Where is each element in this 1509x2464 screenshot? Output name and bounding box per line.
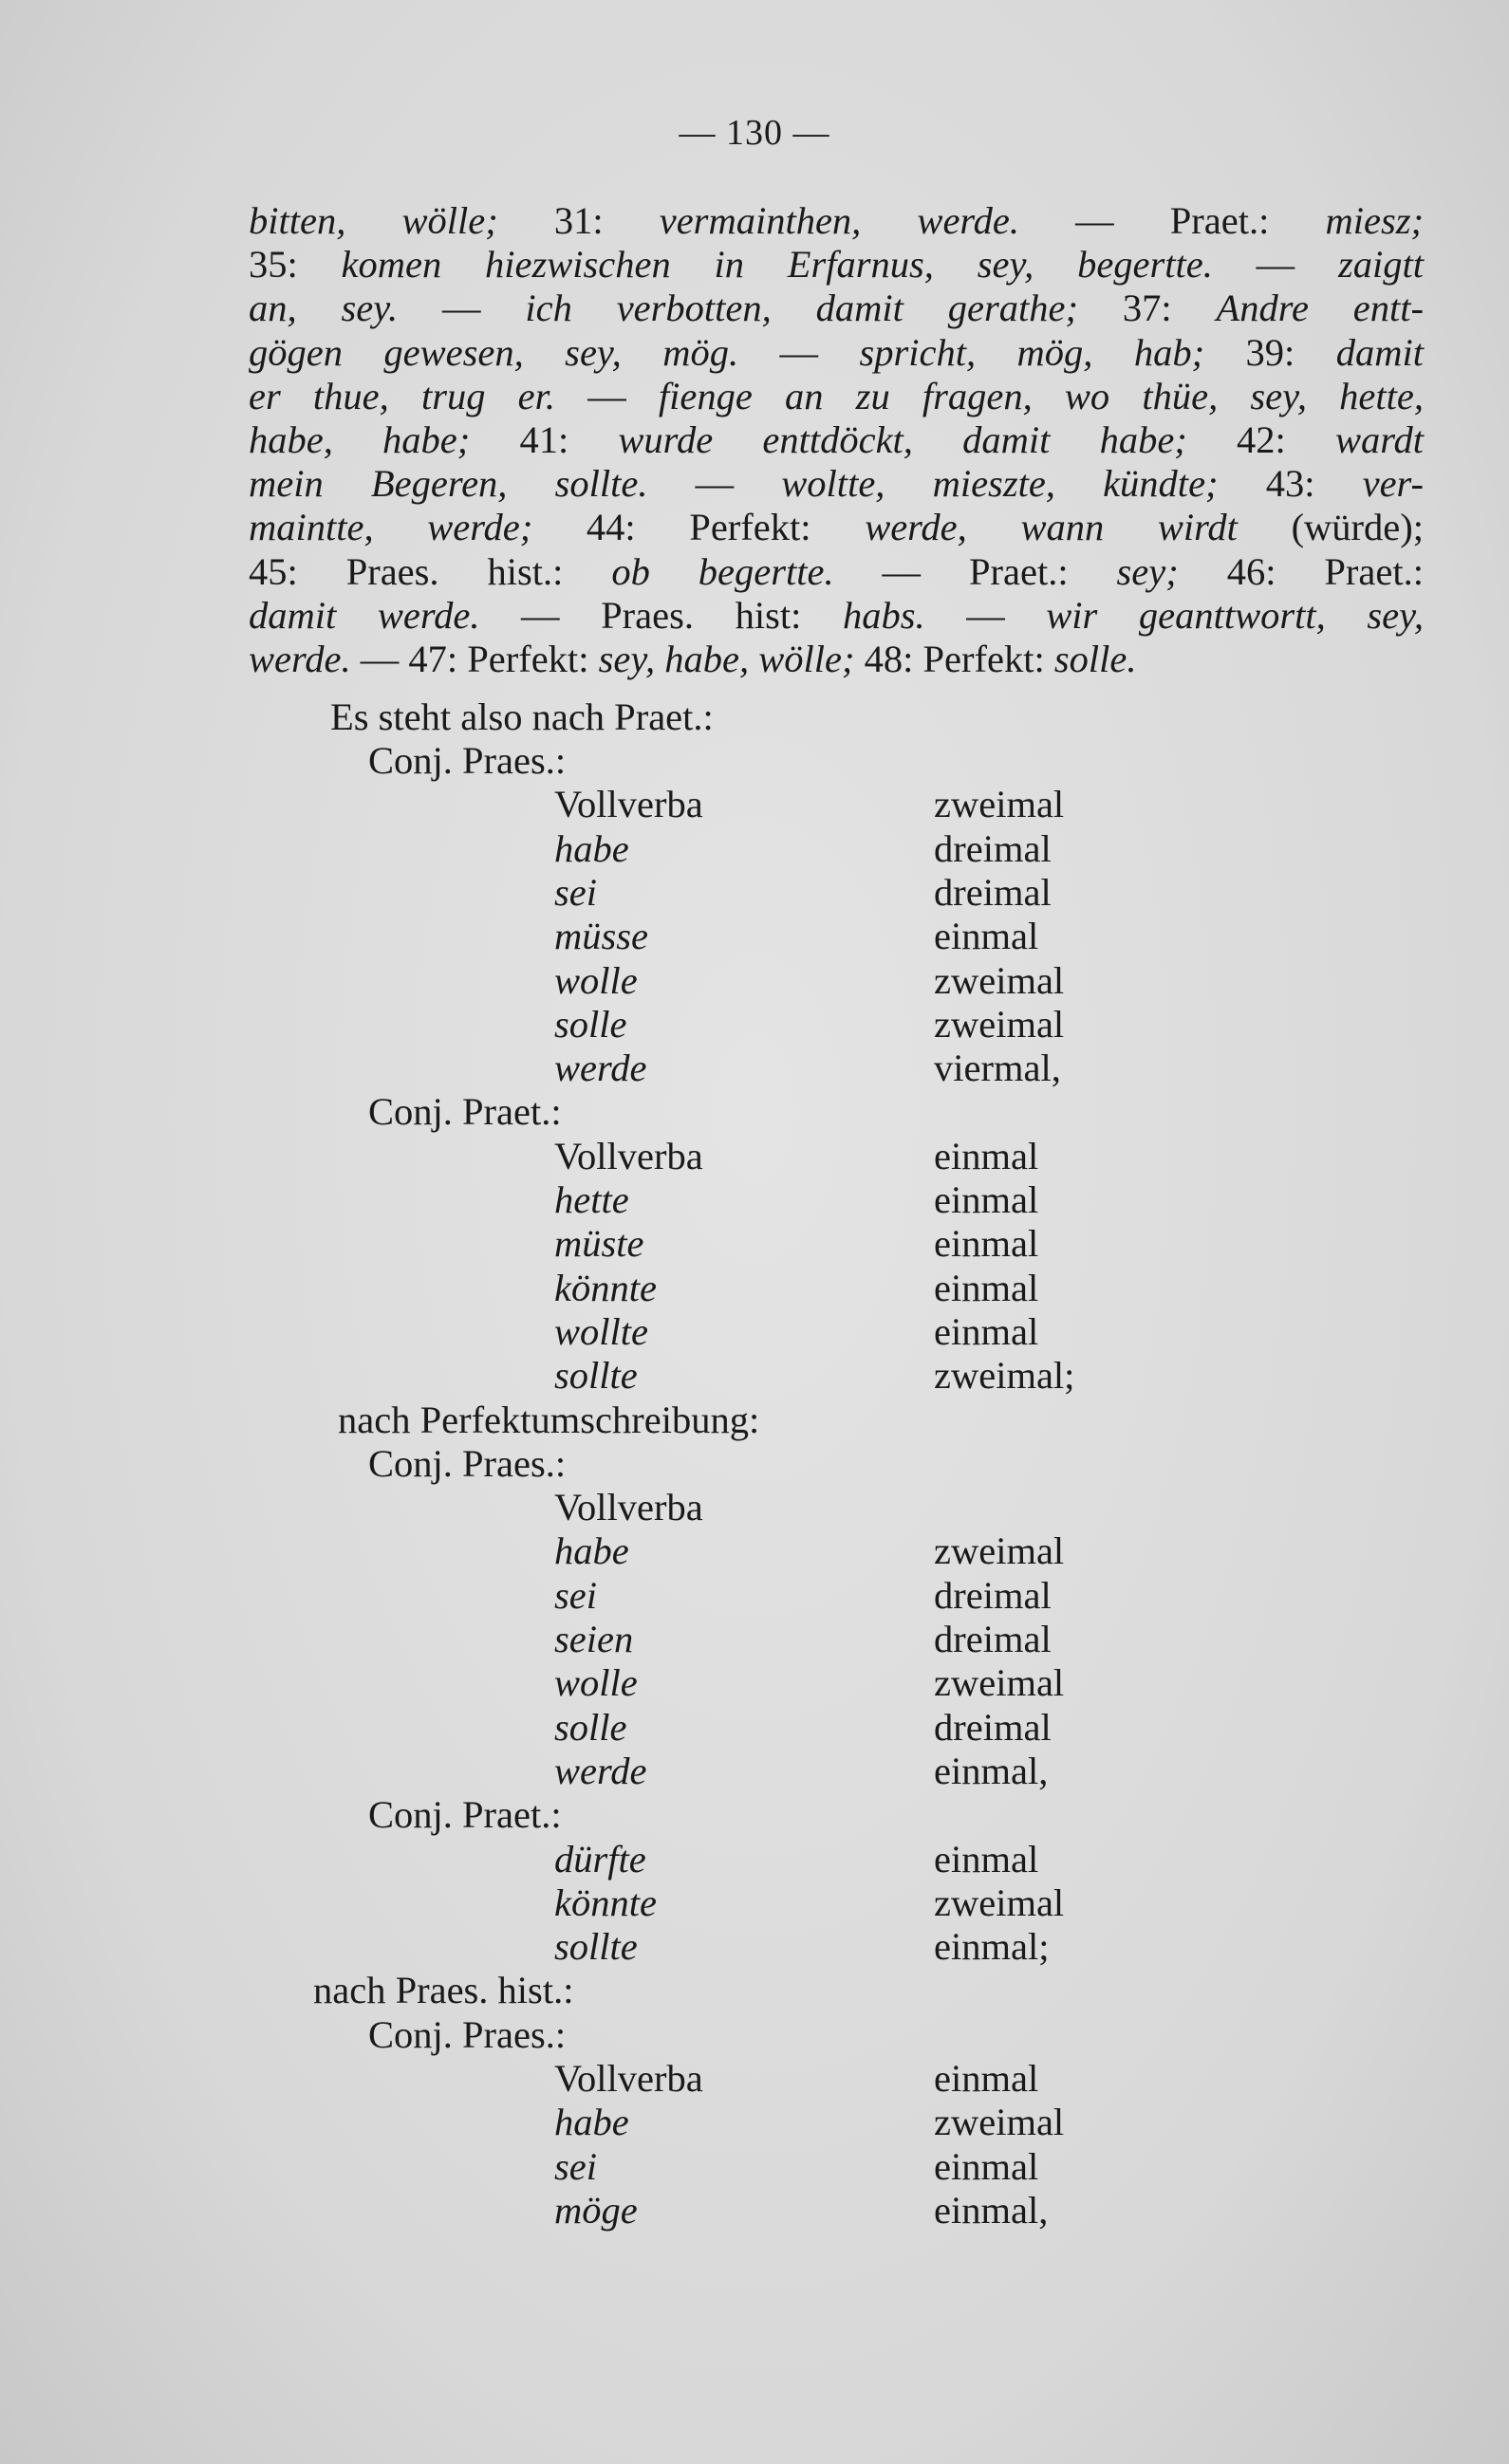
- verb-form: könnte: [554, 1266, 657, 1309]
- verb-form: sollte: [554, 1354, 638, 1398]
- verb-form: werde: [554, 1047, 647, 1090]
- count-value: einmal,: [934, 2188, 1049, 2232]
- count-value: viermal,: [934, 1047, 1061, 1090]
- conj-label: Conj. Praet.:: [368, 1793, 562, 1837]
- count-value: einmal;: [934, 1925, 1050, 1969]
- section-heading: nach Praes. hist.:: [313, 1969, 574, 2012]
- count-value: dreimal: [934, 870, 1052, 914]
- verb-form: wolle: [554, 958, 638, 1002]
- summary-heading: Es steht also nach Praet.:: [330, 695, 714, 738]
- verb-form: solle: [554, 1705, 627, 1749]
- paragraph-line: an, sey. — ich verbotten, damit gerathe; 37: Andre entt-: [249, 287, 1425, 330]
- verb-form: habe: [554, 1529, 629, 1573]
- paragraph-line: bitten, wölle; 31: vermainthen, werde. — Praet.: miesz;: [249, 199, 1424, 242]
- verb-form: könnte: [554, 1880, 657, 1924]
- count-value: zweimal;: [934, 1354, 1075, 1398]
- verb-form: Vollverba: [554, 783, 703, 826]
- paragraph-line: werde. — 47: Perfekt: sey, habe, wölle; 48: Perfekt: solle.: [249, 638, 1137, 681]
- paragraph-line: habe, habe; 41: wurde enttdöckt, damit habe; 42: wardt: [249, 418, 1424, 462]
- paragraph-line: 35: komen hiezwischen in Erfarnus, sey, begertte. — zaigtt: [249, 243, 1424, 287]
- count-value: zweimal: [934, 958, 1065, 1002]
- count-value: dreimal: [934, 1618, 1052, 1660]
- verb-form: dürfte: [554, 1837, 646, 1880]
- count-value: zweimal: [934, 2101, 1065, 2144]
- verb-form: werde: [554, 1749, 647, 1792]
- section-heading: nach Perfektumschreibung:: [338, 1398, 760, 1441]
- count-value: einmal: [934, 1134, 1039, 1177]
- count-value: einmal: [934, 1266, 1039, 1309]
- count-value: dreimal: [934, 1573, 1052, 1617]
- verb-form: solle: [554, 1002, 627, 1046]
- paragraph-line: 45: Praes. hist.: ob begertte. — Praet.: sey; 46: Praet.:: [249, 549, 1424, 593]
- count-value: einmal: [934, 1178, 1039, 1221]
- verb-form: sei: [554, 2144, 597, 2188]
- page-number: — 130 —: [679, 113, 830, 153]
- verb-form: Vollverba: [554, 1134, 703, 1177]
- count-value: einmal: [934, 1222, 1039, 1266]
- verb-form: habe: [554, 2101, 629, 2144]
- count-value: zweimal: [934, 783, 1065, 826]
- paragraph-line: gögen gewesen, sey, mög. — spricht, mög, hab; 39: damit: [249, 330, 1424, 374]
- count-value: einmal: [934, 915, 1039, 958]
- conj-label: Conj. Praes.:: [368, 2012, 567, 2056]
- paragraph-line: maintte, werde; 44: Perfekt: werde, wann wirdt (würde);: [249, 506, 1425, 549]
- count-value: zweimal: [934, 1661, 1065, 1705]
- count-value: einmal: [934, 1309, 1039, 1353]
- count-value: dreimal: [934, 826, 1052, 870]
- verb-form: wollte: [554, 1309, 648, 1353]
- verb-form: sei: [554, 1573, 597, 1617]
- verb-form: sollte: [554, 1925, 638, 1969]
- paragraph-line: mein Begeren, sollte. — woltte, mieszte, kündte; 43: ver-: [249, 462, 1424, 506]
- count-value: einmal: [934, 2057, 1039, 2100]
- conj-label: Conj. Praes.:: [368, 1441, 567, 1485]
- verb-form: hette: [554, 1178, 629, 1221]
- conj-label: Conj. Praet.:: [368, 1090, 562, 1134]
- conj-label: Conj. Praes.:: [368, 739, 567, 782]
- verb-form: sei: [554, 870, 597, 914]
- verb-form: seien: [554, 1618, 634, 1660]
- count-value: zweimal: [934, 1529, 1065, 1573]
- verb-form: müsse: [554, 915, 648, 958]
- paragraph-line: er thue, trug er. — fienge an zu fragen, wo thüe, sey, hette,: [249, 374, 1424, 417]
- verb-form: Vollverba: [554, 1486, 703, 1529]
- count-value: einmal,: [934, 1749, 1049, 1792]
- count-value: zweimal: [934, 1002, 1065, 1046]
- body-paragraph: [249, 199, 1424, 681]
- verb-form: Vollverba: [554, 2057, 703, 2100]
- count-value: dreimal: [934, 1705, 1052, 1749]
- count-value: einmal: [934, 2144, 1039, 2188]
- verb-form: wolle: [554, 1661, 638, 1705]
- count-value: zweimal: [934, 1880, 1065, 1924]
- verb-form: habe: [554, 826, 629, 870]
- verb-form: müste: [554, 1222, 644, 1266]
- count-value: einmal: [934, 1837, 1039, 1880]
- paragraph-line: damit werde. — Praes. hist: habs. — wir geanttwortt, sey,: [249, 593, 1425, 637]
- verb-form: möge: [554, 2188, 638, 2232]
